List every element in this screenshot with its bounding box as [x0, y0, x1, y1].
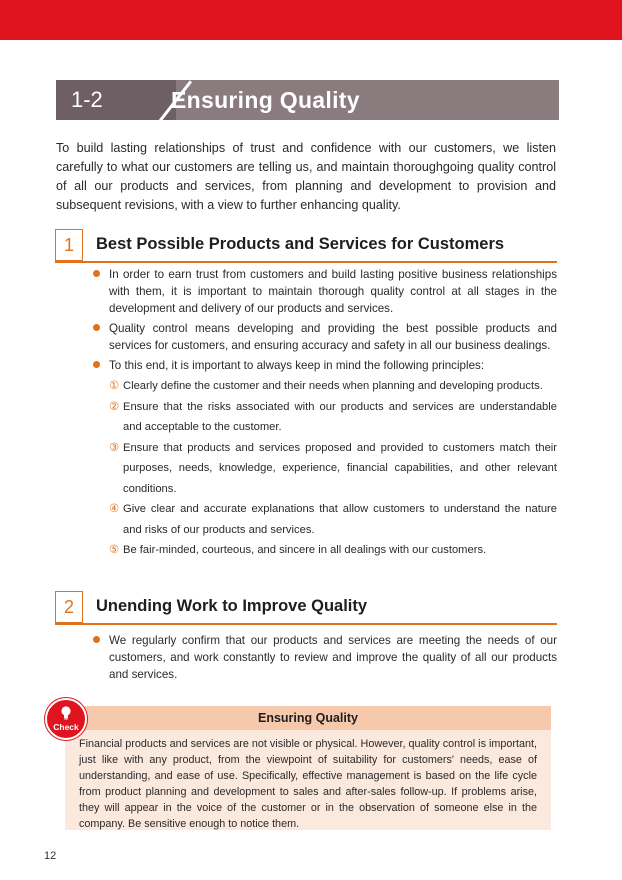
subsection-heading-2: [55, 591, 557, 625]
principle-item: [91, 376, 557, 397]
principle-text: Give clear and accurate explanations that allow customers to understand the nature and risks of our products and services.: [123, 503, 557, 536]
page-number: 12: [44, 850, 57, 862]
principle-number: ⑤: [109, 544, 120, 556]
bullet-text: In order to earn trust from customers and build lasting positive business relationships with them, it is important to maintain thorough quality control at all stages in the development and delivery of our products and services.: [109, 268, 557, 315]
principle-text: Be fair-minded, courteous, and sincere in all dealings with our customers.: [123, 544, 487, 556]
principle-text: Clearly define the customer and their needs when planning and developing products.: [123, 380, 543, 392]
principle-item: [91, 499, 557, 540]
top-header-bar: [0, 0, 622, 40]
principle-number: ③: [109, 441, 120, 454]
section-number: 1-2: [56, 80, 176, 120]
bullet-dot-icon: [93, 636, 100, 643]
subsection-number: 2: [55, 591, 83, 623]
check-box-text: Financial products and services are not visible or physical. However, quality control is important, just like with any product, from the viewpoint of suitability for customers' needs, ease of understanding, and ease of use. Specifically, effective management is based on the life cycle from product planning and development to sales and after-sales follow-up. If problems arise, they will appear in the voice of the customer or in the observation of someone else in the company. Be sensitive enough to notice them.: [79, 738, 537, 830]
bullet-dot-icon: [93, 361, 100, 368]
bullet-text: Quality control means developing and providing the best possible products and services for customers, and ensuring accuracy and safety in all our business dealings.: [109, 322, 557, 352]
check-box-title: Ensuring Quality: [65, 706, 551, 730]
principle-item: [91, 438, 557, 500]
subsection-heading-1: [55, 229, 557, 263]
principle-item: [91, 540, 557, 561]
bullet-dot-icon: [93, 270, 100, 277]
principle-number: ①: [109, 380, 120, 392]
bullet-dot-icon: [93, 324, 100, 331]
bullet-list-1: [91, 266, 557, 561]
bullet-text: To this end, it is important to always keep in mind the following principles:: [109, 359, 485, 372]
bullet-text: We regularly confirm that our products and services are meeting the needs of our customers, and work constantly to review and improve the quality of all our products and services.: [109, 634, 557, 681]
principle-number: ②: [109, 400, 120, 413]
bullet-item: [91, 266, 557, 317]
principle-text: Ensure that products and services proposed and provided to customers match their purposes, needs, knowledge, experience, financial capabilities, and other relevant conditions.: [123, 441, 557, 495]
section-title: Ensuring Quality: [171, 87, 360, 113]
check-box: [65, 706, 551, 830]
bullet-item: [91, 320, 557, 354]
check-badge-label: Check: [53, 722, 79, 732]
subsection-title: Best Possible Products and Services for Customers: [96, 235, 505, 253]
principle-item: [91, 397, 557, 438]
lightbulb-icon: [60, 705, 72, 721]
intro-paragraph: To build lasting relationships of trust and confidence with our customers, we listen carefully to what our customers are telling us, and maintain thoroughgoing quality control of all our products and services, from planning and development to provision and subsequent revisions, with a view to further enhancing quality.: [56, 141, 556, 212]
check-badge: [45, 698, 87, 740]
section-banner: [56, 80, 559, 120]
bullet-item: [91, 357, 557, 374]
principle-number: ④: [109, 503, 120, 515]
subsection-number: 1: [55, 229, 83, 261]
bullet-item: [91, 632, 557, 683]
principle-text: Ensure that the risks associated with our products and services are understandable and acceptable to the customer.: [123, 400, 557, 433]
bullet-list-2: [91, 632, 557, 686]
principles-list: [91, 376, 557, 561]
subsection-title: Unending Work to Improve Quality: [96, 597, 368, 615]
